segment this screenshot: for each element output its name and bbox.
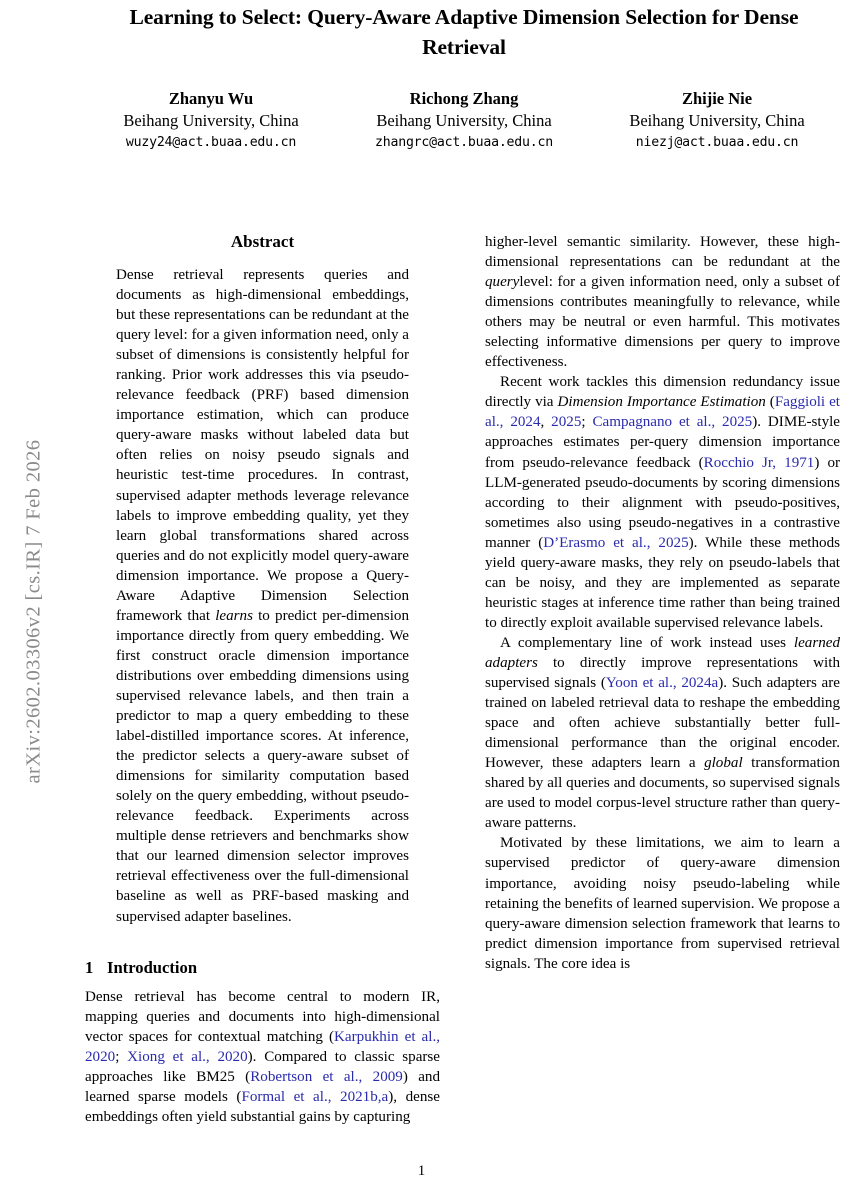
text-run: Dense retrieval has become central to modern IR, mapping queries and documents into high-dimensional vector spaces for contextual matching ( [85,988,440,1045]
citation-faggioli-2025[interactable]: 2025 [551,414,582,431]
intro-paragraph-1 [85,987,440,1127]
text-run: to directly improve representations with supervised signals ( [485,654,840,692]
citation-derasmo[interactable]: D’Erasmo et al., 2025 [543,534,689,551]
author-email: niezj@act.buaa.edu.cn [635,135,799,150]
text-run: level: for a given information need, only a subset of dimensions contributes meaningfully to relevance, while others may be neutral or even harmful. This motivates selecting informative dimensions per query to improve effectiveness. [485,274,840,371]
right-column [485,232,840,974]
intro-paragraph-3 [485,633,840,833]
left-column [85,232,440,1127]
author-name: Richong Zhang [409,89,519,108]
author-block-1 [85,88,337,154]
abstract-heading: Abstract [230,232,295,251]
abstract-text-part2: to predict per-dimension importance directly from query embedding. We first construct oracle dimension importance distributions over embedding dimensions using supervised relevance labels, and then train a predictor to map a query embedding to these label-distilled importance scores. At inference, the predictor selects a query-aware subset of dimensions for similarity computation based solely on the query embedding, without pseudo-relevance feedback. Experiments across multiple dense retrievers and benchmarks show that our learned dimension selector improves retrieval effectiveness over the full-dimensional baseline as well as PRF-based masking and supervised adapter baselines. [116,607,409,925]
section-heading-introduction [85,957,440,978]
text-run: ) or LLM-generated pseudo-documents by scoring dimensions according to their alignment with pseudo-positives, sometimes also using pseudo-negatives in a contrastive manner ( [485,454,841,551]
text-run: ( [765,394,775,411]
citation-robertson[interactable]: Robertson et al., 2009 [250,1068,403,1085]
page-title: Learning to Select: Query-Aware Adaptive Dimension Selection for Dense Retrieval [129,5,799,59]
page-number: 1 [417,1163,426,1179]
author-email: zhangrc@act.buaa.edu.cn [374,135,553,150]
text-run: Motivated by these limitations, we aim to learn a supervised predictor of query-aware dimension importance, avoiding noisy pseudo-labeling while retaining the benefits of learned supervision. We propose a query-aware dimension selection framework that learns to predict dimension importance from supervised retrieval signals. The core idea is [485,835,840,972]
text-run: ; [115,1048,128,1065]
author-affiliation: Beihang University, China [123,111,299,130]
abstract-body [116,265,409,927]
intro-paragraph-2 [485,372,840,633]
citation-xiong[interactable]: Xiong et al., 2020 [127,1048,248,1065]
emphasis-dime: Dimension Importance Estimation [557,394,766,411]
text-run: ; [581,414,593,431]
text-run: ). Such adapters are trained on labeled retrieval data to reshape the embedding space and often achieve substantially better full-dimensional performance than the original encoder. However, these adapters learn a [485,675,840,772]
citation-yoon[interactable]: Yoon et al., 2024a [605,675,719,692]
abstract-emphasis-learns: learns [215,607,253,624]
text-run: ). While these methods yield query-aware masks, they rely on pseudo-labels that can be noisy, and they are implemented as separate heuristic stages at inference time rather than being trained to directly exploit available supervised relevance labels. [485,534,841,631]
text-run: transformation shared by all queries and documents, so supervised signals are used to model corpus-level structure rather than query-aware patterns. [485,755,840,832]
abstract-text-part1: Dense retrieval represents queries and documents as high-dimensional embeddings, but these representations can be redundant at the query level: for a given information need, only a subset of dimensions is consistently helpful for ranking. Prior work addresses this via pseudo-relevance feedback (PRF) based dimension importance estimation, which can produce query-aware masks without labeled data but often relies on noisy pseudo signals and heuristic test-time procedures. In contrast, supervised adapter methods leverage relevance labels to improve embedding quality, yet they learn global transformations shared across queries and do not explicitly model query-aware dimension importance. We propose a Query-Aware Adaptive Dimension Selection framework that [116,267,409,624]
citation-rocchio[interactable]: Rocchio Jr, 1971 [703,454,815,471]
text-run: ), dense embeddings often yield substantial gains by capturing [85,1088,440,1125]
author-name: Zhijie Nie [681,89,753,108]
text-run: higher-level semantic similarity. However, these high-dimensional representations can be redundant at the [485,234,840,271]
intro-paragraph-4 [485,833,840,973]
section-title: Introduction [107,957,198,977]
author-affiliation: Beihang University, China [629,111,805,130]
citation-formal[interactable]: Formal et al., 2021b,a [241,1088,389,1105]
text-run: , [540,414,552,431]
abstract-section [116,232,409,927]
text-run: ) and learned sparse models ( [85,1068,441,1105]
text-run: Recent work tackles this dimension redundancy issue directly via [485,374,840,411]
emphasis-query: query [485,274,520,291]
text-run: A complementary line of work instead uses [500,634,794,651]
author-email: wuzy24@act.buaa.edu.cn [125,135,297,150]
title-block [85,0,843,62]
citation-faggioli-2024[interactable]: Faggioli et al., 2024 [485,394,840,431]
author-affiliation: Beihang University, China [376,111,552,130]
emphasis-learned-adapters: learned adapters [485,634,840,671]
author-block-3 [591,88,843,154]
author-name: Zhanyu Wu [168,89,254,108]
intro-paragraph-1-continued [485,232,840,372]
citation-campagnano[interactable]: Campagnano et al., 2025 [592,414,753,431]
arxiv-stamp: arXiv:2602.03306v2 [cs.IR] 7 Feb 2026 [22,439,45,784]
authors-row [85,88,843,154]
text-run: ). Compared to classic sparse approaches like BM25 ( [85,1048,440,1085]
text-run: ). DIME-style approaches estimates per-query dimension importance from pseudo-relevance feedback ( [485,414,841,471]
emphasis-global: global [704,755,743,772]
citation-karpukhin[interactable]: Karpukhin et al., 2020 [85,1028,440,1065]
author-block-2 [338,88,590,154]
section-number: 1 [85,957,94,977]
